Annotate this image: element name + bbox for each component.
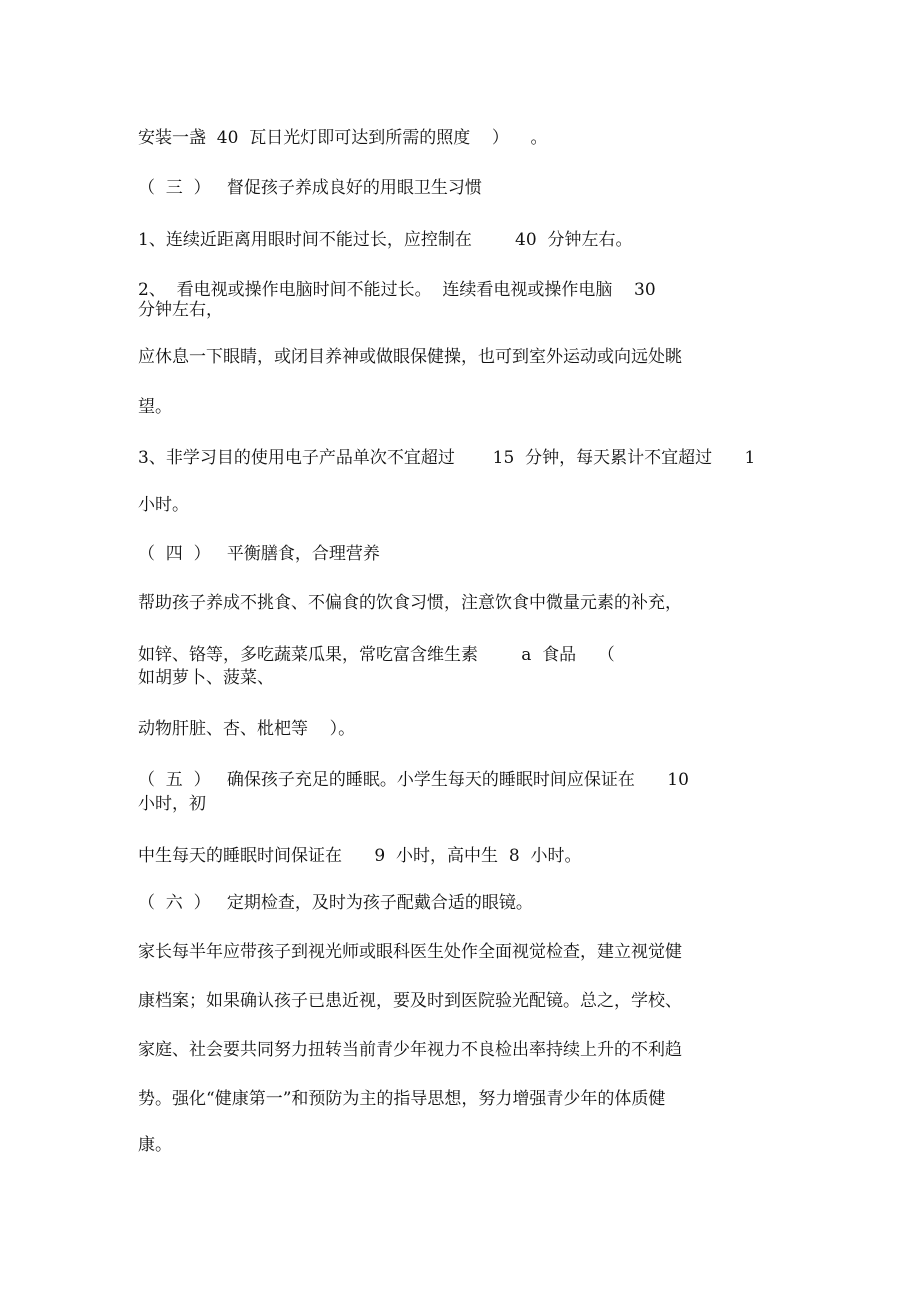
text-line: 如锌、铬等，多吃蔬菜瓜果，常吃富含维生素 a 食品 （	[138, 645, 615, 665]
text-line: 应休息一下眼睛，或闭目养神或做眼保健操，也可到室外运动或向远处眺	[138, 347, 682, 367]
text-line: 1、连续近距离用眼时间不能过长，应控制在 40 分钟左右。	[138, 230, 633, 250]
text-line: 小时。	[138, 495, 189, 515]
text-line: 势。强化“健康第一”和预防为主的指导思想，努力增强青少年的体质健	[138, 1089, 666, 1109]
text-line: 如胡萝卜、菠菜、	[138, 668, 274, 688]
text-line: 康档案；如果确认孩子已患近视，要及时到医院验光配镜。总之，学校、	[138, 991, 682, 1011]
text-line: 中生每天的睡眠时间保证在 9 小时，高中生 8 小时。	[138, 846, 582, 866]
section-heading: （ 四 ） 平衡膳食，合理营养	[138, 544, 380, 564]
text-line: 望。	[138, 397, 172, 417]
section-heading: （ 三 ） 督促孩子养成良好的用眼卫生习惯	[138, 178, 482, 198]
text-line: 2、 看电视或操作电脑时间不能过长。 连续看电视或操作电脑 30	[138, 280, 656, 300]
text-line: 家长每半年应带孩子到视光师或眼科医生处作全面视觉检查，建立视觉健	[138, 942, 682, 962]
section-heading: （ 六 ） 定期检查，及时为孩子配戴合适的眼镜。	[138, 893, 533, 913]
text-line: 小时，初	[138, 794, 206, 814]
text-line: 3、非学习目的使用电子产品单次不宜超过 15 分钟，每天累计不宜超过 1	[138, 448, 756, 468]
text-line: 安装一盏 40 瓦日光灯即可达到所需的照度 ） 。	[138, 128, 548, 148]
text-line: 帮助孩子养成不挑食、不偏食的饮食习惯，注意饮食中微量元素的补充，	[138, 593, 682, 613]
text-line: 动物肝脏、杏、枇杷等 ）。	[138, 719, 356, 739]
section-heading: （ 五 ） 确保孩子充足的睡眠。小学生每天的睡眠时间应保证在 10	[138, 770, 689, 790]
text-line: 分钟左右，	[138, 300, 223, 320]
text-line: 家庭、社会要共同努力扭转当前青少年视力不良检出率持续上升的不利趋	[138, 1040, 682, 1060]
text-line: 康。	[138, 1135, 172, 1155]
